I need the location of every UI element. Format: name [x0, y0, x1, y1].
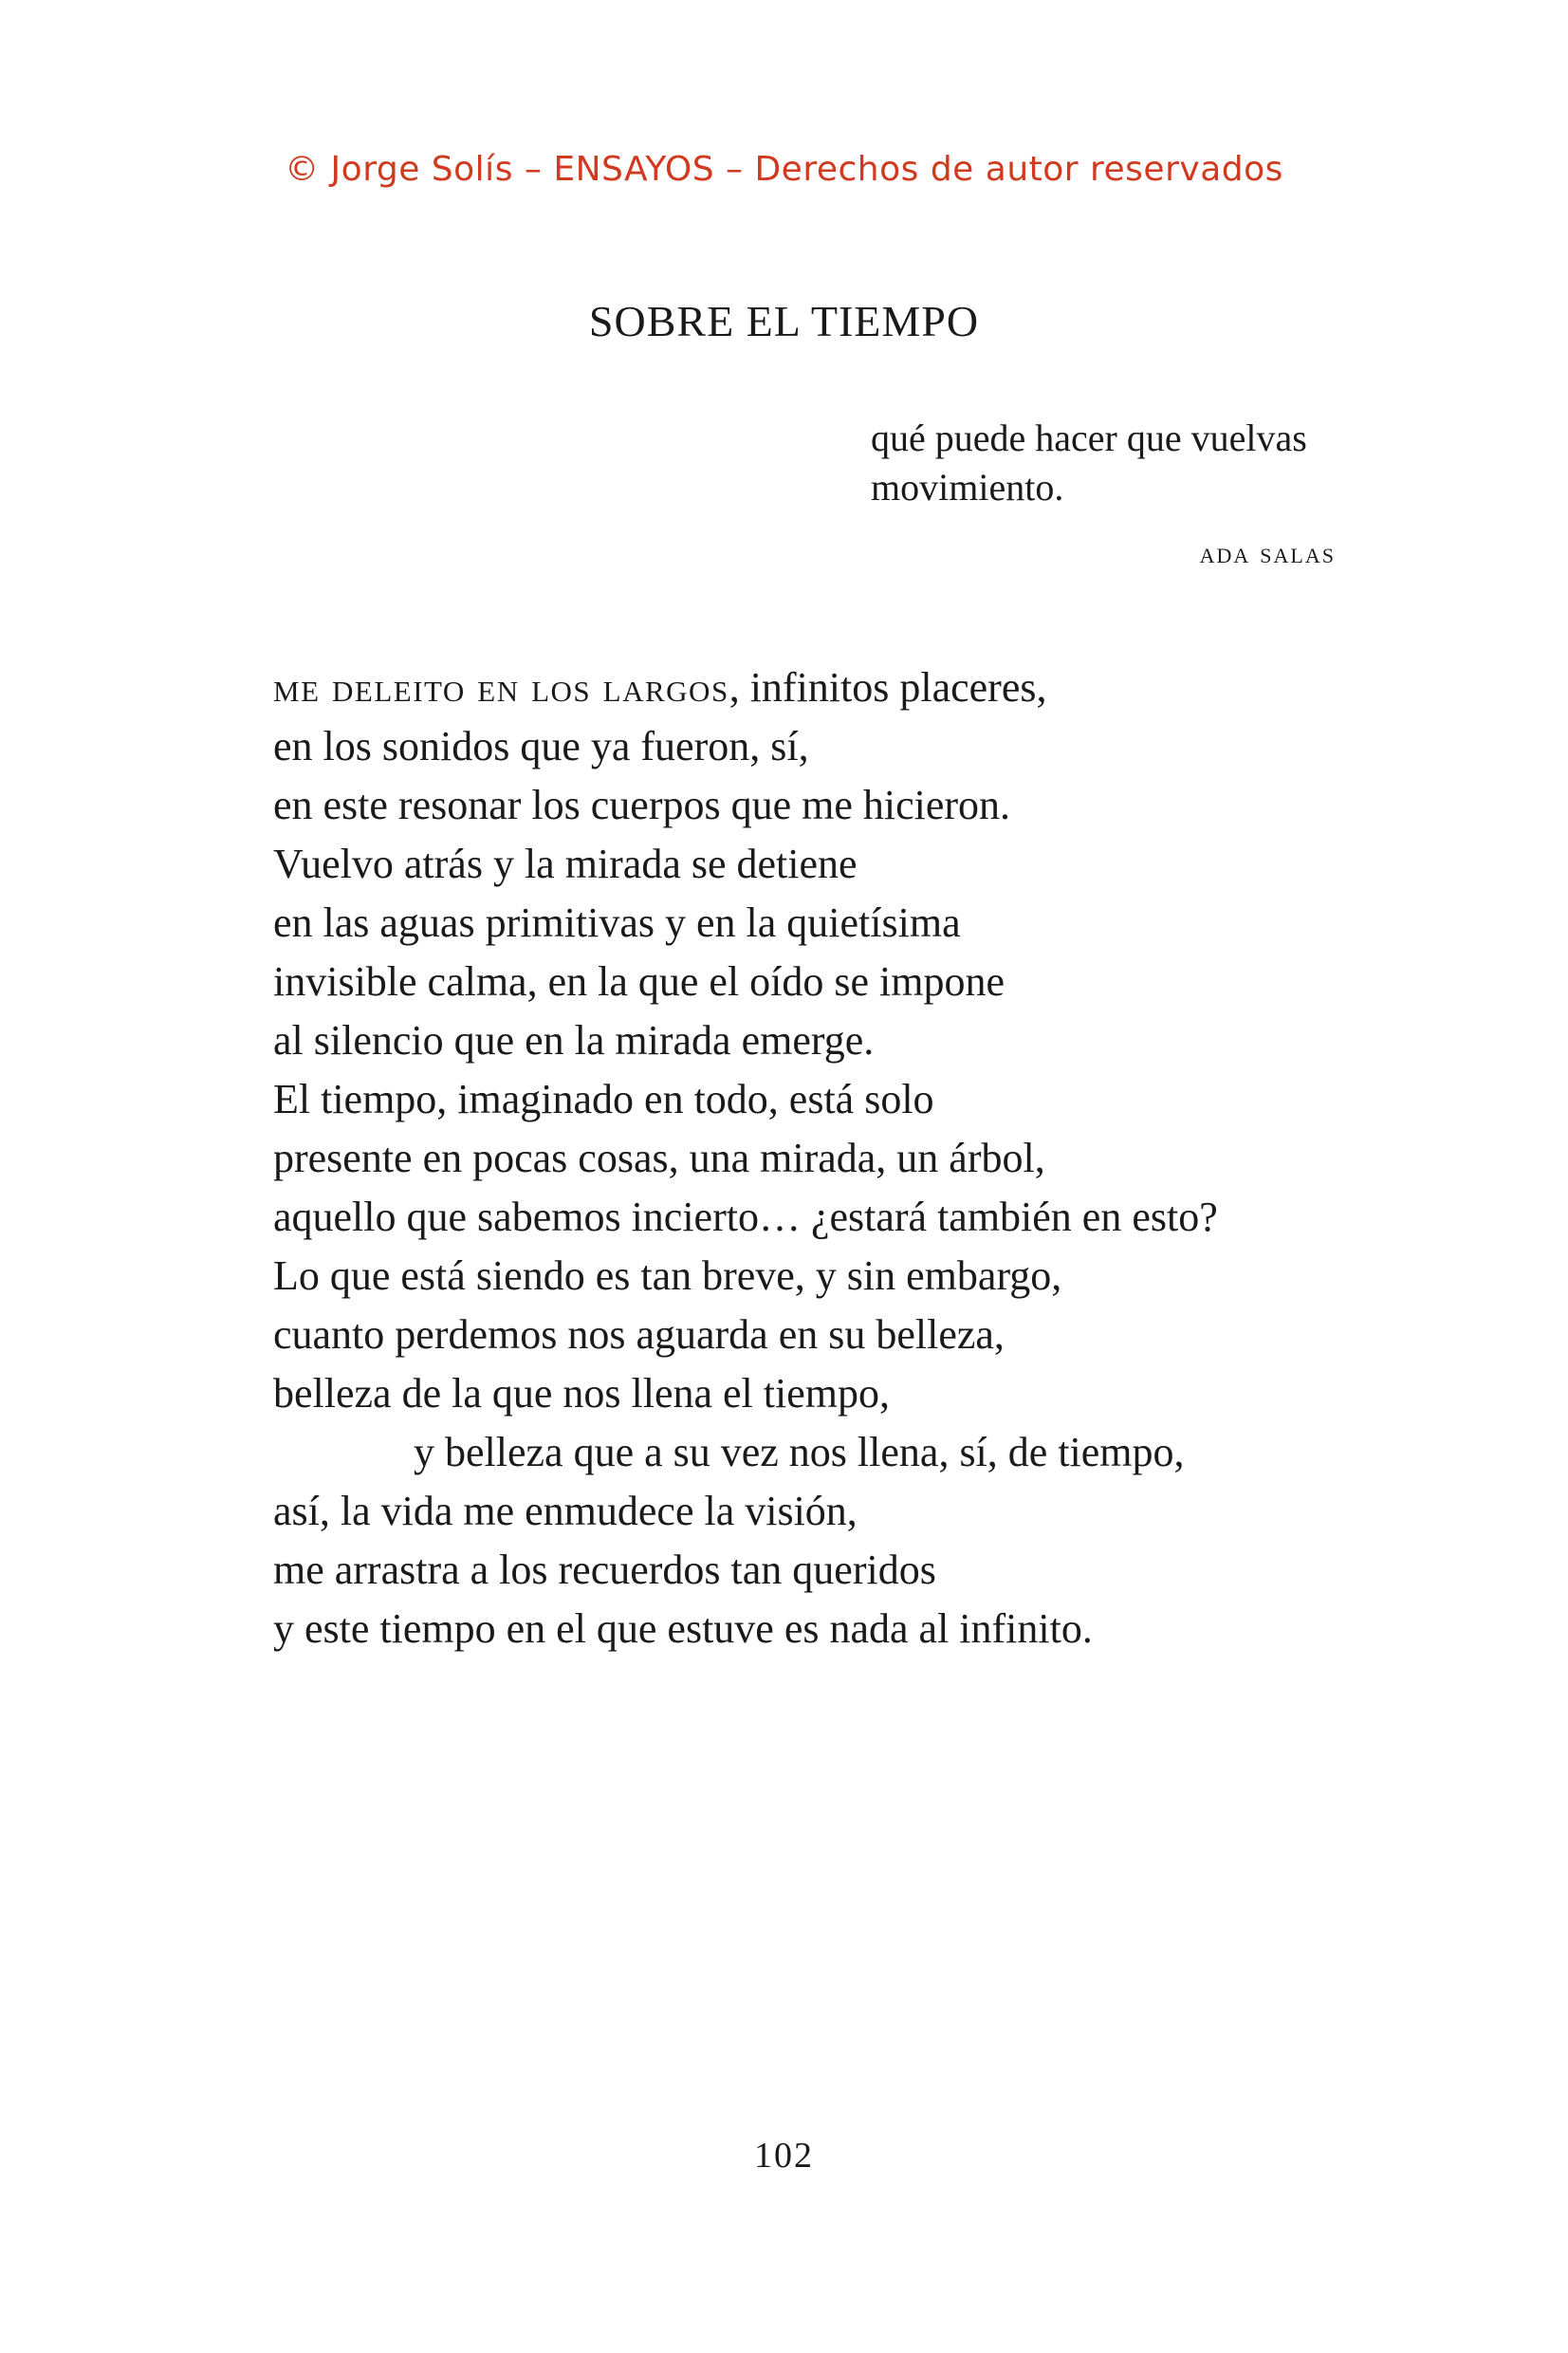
epigraph-author: ada salas [1199, 535, 1336, 569]
poem-line: en las aguas primitivas y en la quietísima [273, 899, 961, 946]
copyright-notice: © Jorge Solís – ENSAYOS – Derechos de autor reservados [285, 150, 1283, 189]
epigraph-line: movimiento. [871, 466, 1064, 509]
poem-line: aquello que sabemos incierto… ¿estará también en esto? [273, 1194, 1218, 1240]
poem-line: al silencio que en la mirada emerge. [273, 1017, 875, 1064]
poem-line: Vuelvo atrás y la mirada se detiene [273, 841, 858, 887]
poem-first-line-lead: me deleito en los largos [273, 664, 729, 711]
poem-line [273, 658, 1374, 717]
poem-line: El tiempo, imaginado en todo, está solo [273, 1076, 934, 1122]
poem-line: Lo que está siendo es tan breve, y sin embargo, [273, 1252, 1062, 1299]
poem-line: belleza de la que nos llena el tiempo, [273, 1370, 890, 1417]
poem [273, 658, 1374, 1658]
poem-line: en este resonar los cuerpos que me hicieron. [273, 782, 1011, 828]
poem-line: presente en pocas cosas, una mirada, un árbol, [273, 1135, 1045, 1181]
epigraph-line: qué puede hacer que vuelvas [871, 417, 1307, 459]
poem-line: cuanto perdemos nos aguarda en su belleza, [273, 1311, 1005, 1358]
epigraph [871, 414, 1345, 512]
poem-line: me arrastra a los recuerdos tan queridos [273, 1547, 936, 1593]
poem-line: invisible calma, en la que el oído se impone [273, 958, 1005, 1005]
poem-line: y este tiempo en el que estuve es nada al infinito. [273, 1605, 1093, 1652]
page-number: 102 [754, 2136, 814, 2176]
poem-line: así, la vida me enmudece la visión, [273, 1488, 858, 1534]
poem-line: en los sonidos que ya fueron, sí, [273, 723, 809, 769]
poem-first-line-rest: , infinitos placeres, [729, 664, 1047, 711]
page-title: SOBRE EL TIEMPO [588, 297, 980, 345]
poem-line-indented: y belleza que a su vez nos llena, sí, de tiempo, [414, 1429, 1185, 1475]
